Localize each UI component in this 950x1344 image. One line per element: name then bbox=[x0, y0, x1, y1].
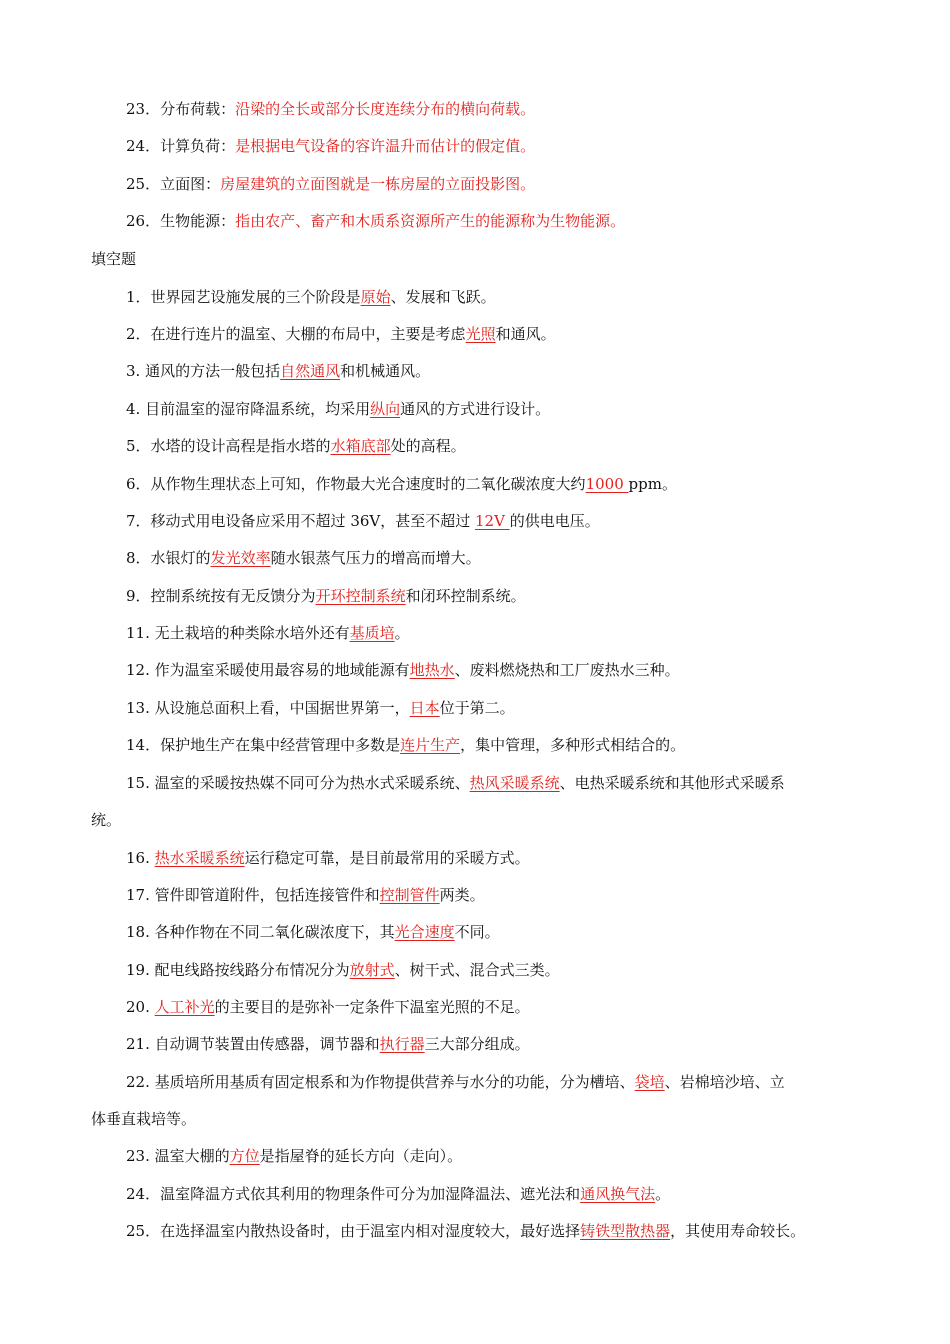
answer-blank: 光照 bbox=[465, 325, 496, 343]
fill-item bbox=[0, 399, 950, 419]
item-number: 23. bbox=[126, 1147, 155, 1165]
answer-blank: 开环控制系统 bbox=[315, 587, 406, 605]
fill-item bbox=[0, 474, 950, 494]
question-text: 的供电电压。 bbox=[509, 512, 600, 530]
fill-item bbox=[0, 773, 950, 793]
question-text: 、发展和飞跃。 bbox=[390, 288, 496, 306]
question-text: 和通风。 bbox=[495, 325, 556, 343]
answer-blank: 执行器 bbox=[379, 1035, 425, 1053]
item-number: 26． bbox=[126, 212, 161, 230]
item-number: 15. bbox=[126, 774, 155, 792]
answer-blank: 日本 bbox=[409, 699, 440, 717]
item-number: 6． bbox=[126, 475, 151, 493]
question-text: 水塔的设计高程是指水塔的 bbox=[150, 437, 331, 455]
fill-item bbox=[0, 548, 950, 568]
item-number: 20. bbox=[126, 998, 155, 1016]
definition-term: 分布荷载： bbox=[160, 100, 236, 118]
answer-blank: 连片生产 bbox=[400, 736, 461, 754]
question-text: 控制系统按有无反馈分为 bbox=[150, 587, 316, 605]
question-text: 、电热采暖系统和其他形式采暖系 bbox=[559, 774, 785, 792]
definition-item bbox=[0, 136, 950, 156]
item-number: 17. bbox=[126, 886, 155, 904]
answer-blank: 地热水 bbox=[409, 661, 455, 679]
question-text: 运行稳定可靠，是目前最常用的采暖方式。 bbox=[244, 849, 530, 867]
answer-blank: 通风换气法 bbox=[580, 1185, 656, 1203]
definition-answer: 指由农产、畜产和木质系资源所产生的能源称为生物能源。 bbox=[235, 212, 626, 230]
fill-item bbox=[0, 1072, 950, 1092]
fill-item bbox=[0, 623, 950, 643]
answer-blank: 方位 bbox=[229, 1147, 260, 1165]
fill-item bbox=[0, 960, 950, 980]
item-number: 24． bbox=[126, 1185, 161, 1203]
question-text: 配电线路按线路分布情况分为 bbox=[154, 961, 350, 979]
item-number: 2． bbox=[126, 325, 151, 343]
question-text: 三大部分组成。 bbox=[424, 1035, 530, 1053]
item-number: 22. bbox=[126, 1073, 155, 1091]
definition-item bbox=[0, 211, 950, 231]
question-text: 世界园艺设施发展的三个阶段是 bbox=[150, 288, 361, 306]
item-number: 16. bbox=[126, 849, 155, 867]
answer-blank: 基质培 bbox=[349, 624, 395, 642]
question-text: 保护地生产在集中经营管理中多数是 bbox=[160, 736, 401, 754]
fill-item bbox=[0, 885, 950, 905]
answer-blank: 水箱底部 bbox=[330, 437, 391, 455]
question-text: 作为温室采暖使用最容易的地域能源有 bbox=[154, 661, 410, 679]
question-text: 温室大棚的 bbox=[154, 1147, 230, 1165]
fill-item-continuation: 体垂直栽培等。 bbox=[91, 1110, 197, 1128]
question-text: ，集中管理，多种形式相结合的。 bbox=[460, 736, 686, 754]
section-title: 填空题 bbox=[91, 250, 137, 268]
answer-blank: 光合速度 bbox=[394, 923, 455, 941]
fill-item bbox=[0, 922, 950, 942]
item-number: 5． bbox=[126, 437, 151, 455]
question-text: 、废料燃烧热和工厂废热水三种。 bbox=[454, 661, 680, 679]
question-text: 。 bbox=[394, 624, 410, 642]
item-number: 25． bbox=[126, 1222, 161, 1240]
fill-item bbox=[0, 586, 950, 606]
definition-term: 立面图： bbox=[160, 175, 221, 193]
item-number: 19. bbox=[126, 961, 155, 979]
question-text: 。 bbox=[655, 1185, 671, 1203]
question-text: 基质培所用基质有固定根系和为作物提供营养与水分的功能，分为槽培、 bbox=[154, 1073, 635, 1091]
question-text: 无土栽培的种类除水培外还有 bbox=[154, 624, 350, 642]
answer-blank: 原始 bbox=[360, 288, 391, 306]
item-number: 9． bbox=[126, 587, 151, 605]
question-text: 温室的采暖按热媒不同可分为热水式采暖系统、 bbox=[154, 774, 470, 792]
answer-blank: 控制管件 bbox=[379, 886, 440, 904]
question-text: 温室降温方式依其利用的物理条件可分为加湿降温法、遮光法和 bbox=[160, 1185, 581, 1203]
fill-item bbox=[0, 848, 950, 868]
item-number: 1． bbox=[126, 288, 151, 306]
fill-item bbox=[0, 735, 950, 755]
fill-item bbox=[0, 511, 950, 531]
answer-blank: 热水采暖系统 bbox=[154, 849, 245, 867]
answer-blank: 铸铁型散热器 bbox=[580, 1222, 671, 1240]
item-number: 8． bbox=[126, 549, 151, 567]
fill-item bbox=[0, 1034, 950, 1054]
answer-blank: 袋培 bbox=[634, 1073, 665, 1091]
question-text: 从设施总面积上看，中国据世界第一， bbox=[154, 699, 410, 717]
item-number: 21. bbox=[126, 1035, 155, 1053]
question-text: 自动调节装置由传感器，调节器和 bbox=[154, 1035, 380, 1053]
fill-item bbox=[0, 1146, 950, 1166]
question-text: 各种作物在不同二氧化碳浓度下，其 bbox=[154, 923, 395, 941]
question-text: 水银灯的 bbox=[150, 549, 211, 567]
item-number: 7． bbox=[126, 512, 151, 530]
question-text: 、树干式、混合式三类。 bbox=[394, 961, 560, 979]
answer-blank: 1000 bbox=[585, 475, 629, 493]
item-number: 24． bbox=[126, 137, 161, 155]
answer-blank: 放射式 bbox=[349, 961, 395, 979]
item-number: 23． bbox=[126, 100, 161, 118]
question-text: 通风的方式进行设计。 bbox=[400, 400, 551, 418]
fill-item bbox=[0, 361, 950, 381]
item-number: 25． bbox=[126, 175, 161, 193]
question-text: 在选择温室内散热设备时，由于温室内相对湿度较大，最好选择 bbox=[160, 1222, 581, 1240]
question-text: 管件即管道附件，包括连接管件和 bbox=[154, 886, 380, 904]
item-number: 12. bbox=[126, 661, 155, 679]
answer-blank: 自然通风 bbox=[280, 362, 341, 380]
answer-blank: 热风采暖系统 bbox=[469, 774, 560, 792]
fill-item-continuation: 统。 bbox=[91, 811, 122, 829]
question-text: 随水银蒸气压力的增高而增大。 bbox=[270, 549, 481, 567]
item-number: 11. bbox=[126, 624, 155, 642]
question-text: ，其使用寿命较长。 bbox=[670, 1222, 806, 1240]
question-text: 在进行连片的温室、大棚的布局中，主要是考虑 bbox=[150, 325, 466, 343]
question-text: 的主要目的是弥补一定条件下温室光照的不足。 bbox=[214, 998, 530, 1016]
question-text: 和机械通风。 bbox=[340, 362, 431, 380]
definition-answer: 沿梁的全长或部分长度连续分布的横向荷载。 bbox=[235, 100, 536, 118]
fill-item bbox=[0, 698, 950, 718]
item-number: 3. bbox=[126, 362, 146, 380]
question-text: 通风的方法一般包括 bbox=[145, 362, 281, 380]
question-text: 位于第二。 bbox=[439, 699, 515, 717]
question-text: 从作物生理状态上可知，作物最大光合速度时的二氧化碳浓度大约 bbox=[150, 475, 586, 493]
item-number: 14． bbox=[126, 736, 161, 754]
definition-item bbox=[0, 99, 950, 119]
fill-item bbox=[0, 287, 950, 307]
question-text: 处的高程。 bbox=[390, 437, 466, 455]
question-text: 不同。 bbox=[454, 923, 500, 941]
question-text: 目前温室的湿帘降温系统，均采用 bbox=[145, 400, 371, 418]
definition-item bbox=[0, 174, 950, 194]
fill-item bbox=[0, 436, 950, 456]
fill-item bbox=[0, 1184, 950, 1204]
definition-term: 计算负荷： bbox=[160, 137, 236, 155]
question-text: 移动式用电设备应采用不超过 36V，甚至不超过 bbox=[150, 512, 476, 530]
question-text: 是指屋脊的延长方向（走向）。 bbox=[259, 1147, 463, 1165]
fill-item bbox=[0, 660, 950, 680]
definition-answer: 房屋建筑的立面图就是一栋房屋的立面投影图。 bbox=[220, 175, 536, 193]
definition-answer: 是根据电气设备的容许温升而估计的假定值。 bbox=[235, 137, 536, 155]
fill-item bbox=[0, 1221, 950, 1241]
answer-blank: 发光效率 bbox=[210, 549, 271, 567]
definition-term: 生物能源： bbox=[160, 212, 236, 230]
answer-blank: 纵向 bbox=[370, 400, 401, 418]
question-text: 两类。 bbox=[439, 886, 485, 904]
question-text: 和闭环控制系统。 bbox=[405, 587, 526, 605]
question-text: 、岩棉培沙培、立 bbox=[664, 1073, 785, 1091]
fill-item bbox=[0, 324, 950, 344]
item-number: 18. bbox=[126, 923, 155, 941]
question-text: ppm。 bbox=[628, 475, 677, 493]
answer-blank: 12V bbox=[475, 512, 510, 530]
item-number: 4. bbox=[126, 400, 146, 418]
answer-blank: 人工补光 bbox=[154, 998, 215, 1016]
item-number: 13. bbox=[126, 699, 155, 717]
fill-item bbox=[0, 997, 950, 1017]
